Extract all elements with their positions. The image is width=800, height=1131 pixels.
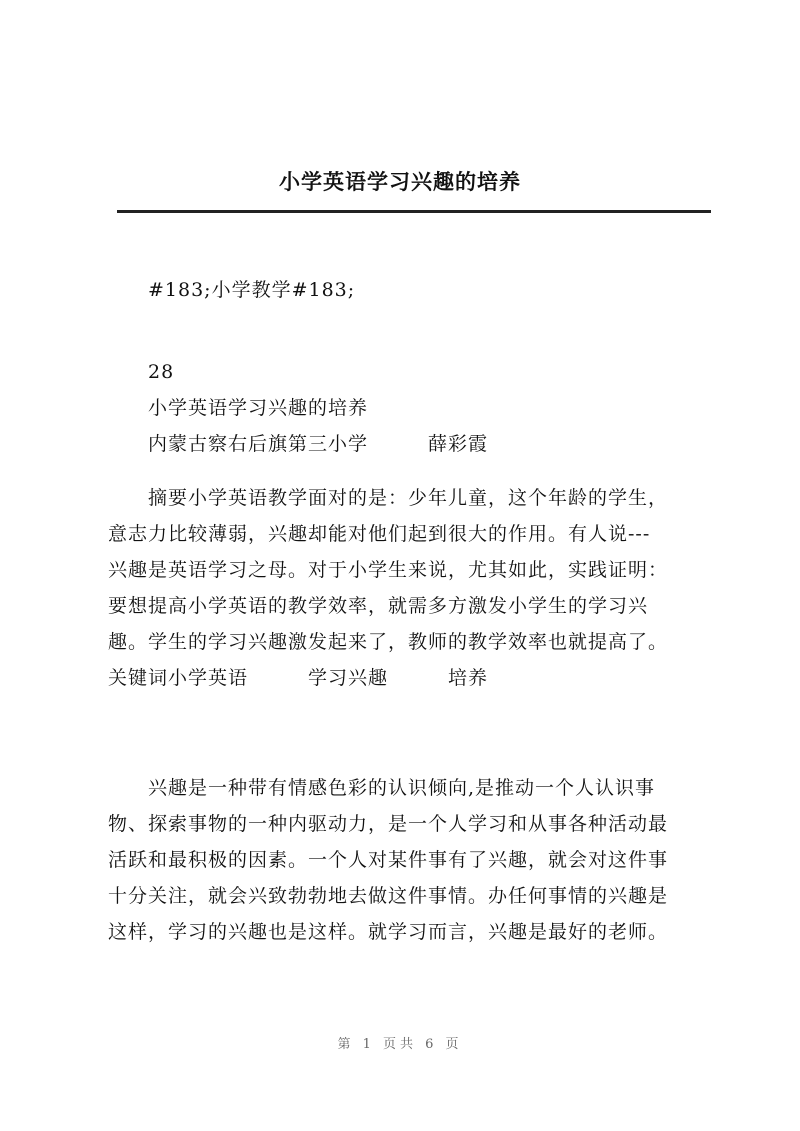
- paragraph-line: 这样，学习的兴趣也是这样。就学习而言，兴趣是最好的老师。: [108, 921, 669, 943]
- document-title: 小学英语学习兴趣的培养: [279, 169, 521, 194]
- abstract-line: 要想提高小学英语的教学效率，就需多方激发小学生的学习兴: [108, 595, 649, 617]
- body-paragraph: [108, 770, 708, 950]
- abstract-section: [108, 480, 708, 696]
- article-meta: [108, 354, 708, 462]
- page-reference: 28: [148, 361, 175, 383]
- paragraph-line: 十分关注，就会兴致勃勃地去做这件事情。办任何事情的兴趣是: [108, 885, 669, 907]
- paragraph-line: 物、探索事物的一种内驱动力，是一个人学习和从事各种活动最: [108, 813, 669, 835]
- author-line: 内蒙古察右后旗第三小学 薛彩霞: [148, 433, 489, 455]
- keywords-line: 关键词小学英语 学习兴趣 培养: [108, 667, 489, 689]
- title-divider: [117, 210, 711, 213]
- abstract-line: 趣。学生的学习兴趣激发起来了，教师的教学效率也就提高了。: [108, 631, 669, 653]
- paragraph-line: 兴趣是一种带有情感色彩的认识倾向,是推动一个人认识事: [148, 777, 656, 799]
- abstract-line: 摘要小学英语教学面对的是：少年儿童，这个年龄的学生，: [148, 487, 669, 509]
- article-title: 小学英语学习兴趣的培养: [148, 397, 369, 419]
- abstract-line: 意志力比较薄弱，兴趣却能对他们起到很大的作用。有人说---: [108, 523, 651, 545]
- paragraph-line: 活跃和最积极的因素。一个人对某件事有了兴趣，就会对这件事: [108, 849, 669, 871]
- category-label: #183;小学教学#183;: [148, 279, 356, 301]
- header-block: [108, 272, 708, 308]
- page-number-footer: 第 1 页共 6 页: [337, 1037, 463, 1052]
- abstract-line: 兴趣是英语学习之母。对于小学生来说，尤其如此，实践证明：: [108, 559, 669, 581]
